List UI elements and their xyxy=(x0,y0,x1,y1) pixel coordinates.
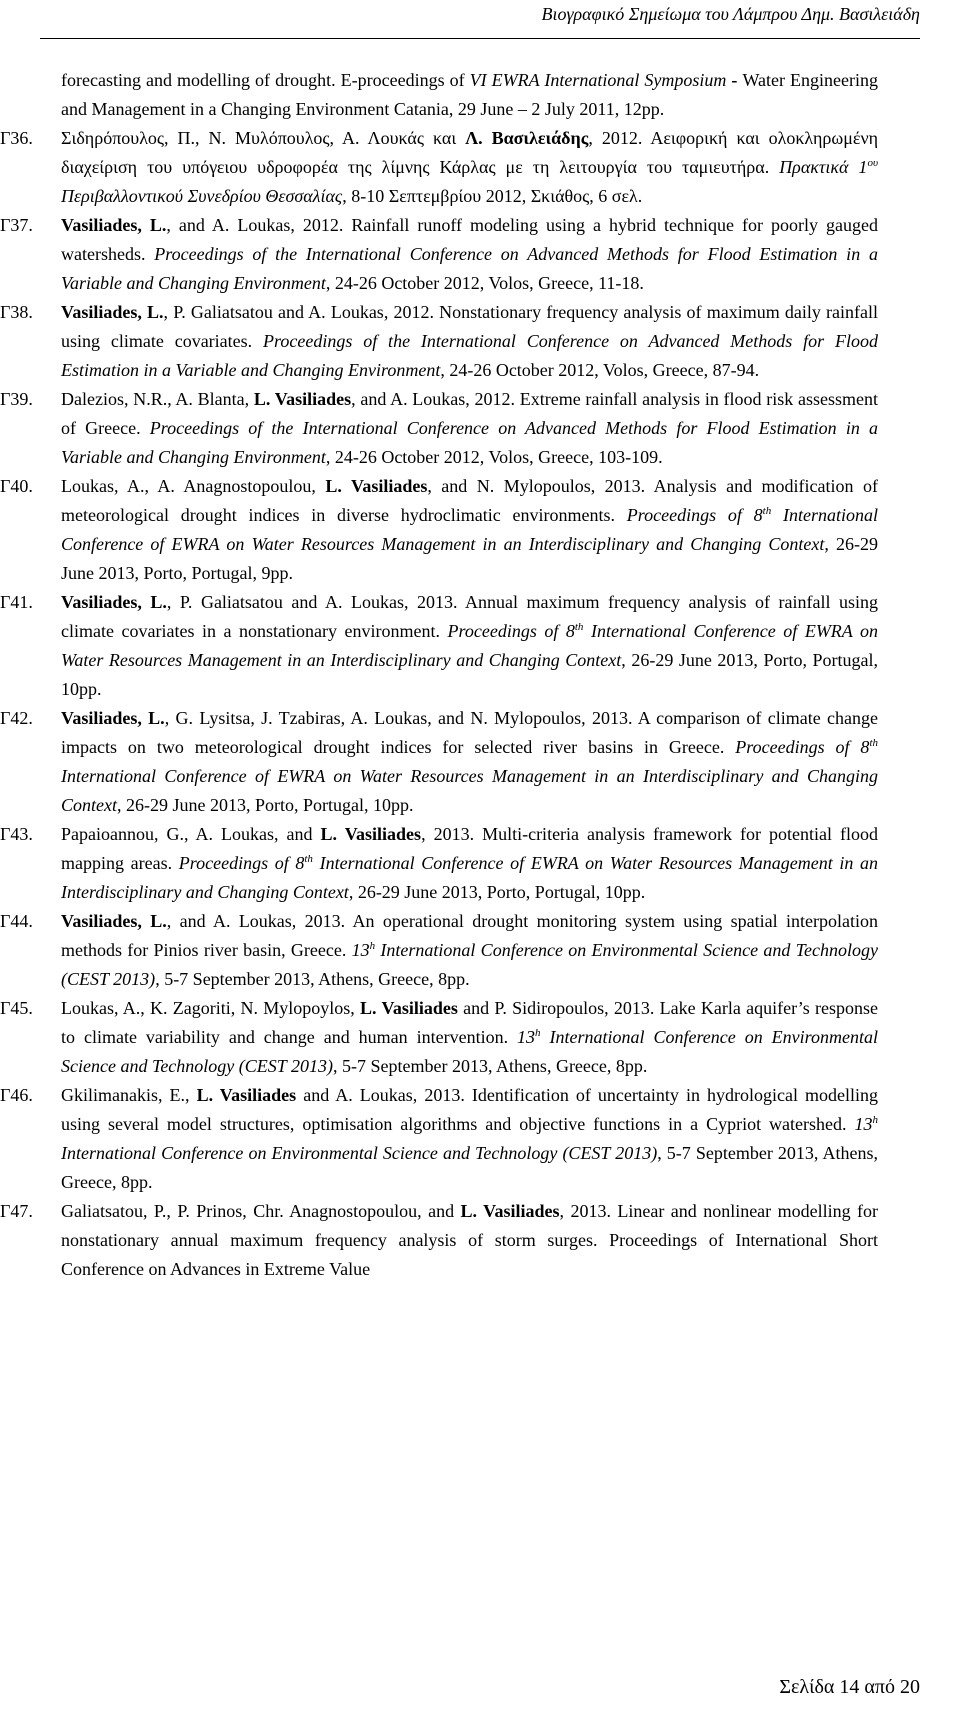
author-name: L. Vasiliades xyxy=(320,824,422,844)
text-run: and P. Sidiropoulos, 2013. Lake Karla aquifer’s response to climate variability and change and human intervention. xyxy=(61,998,878,1047)
entry-text xyxy=(61,1197,878,1284)
author-name: Vasiliades, L. xyxy=(61,215,167,235)
publication-entry xyxy=(0,472,878,588)
author-name: Vasiliades, L. xyxy=(61,302,164,322)
venue-text: International Conference of EWRA on Water Resources Management in an Interdisciplinary and Changing Context xyxy=(61,621,878,670)
text-run: Gkilimanakis, E., xyxy=(61,1085,197,1105)
entry-number: Γ38. xyxy=(0,302,33,322)
author-name: Vasiliades, L. xyxy=(61,708,165,728)
venue-text: h xyxy=(369,940,376,952)
author-name: L. Vasiliades xyxy=(360,998,458,1018)
author-name: L. Vasiliades xyxy=(253,389,352,409)
entry-number: Γ42. xyxy=(0,708,33,728)
text-run: , 5-7 September 2013, Athens, Greece, 8pp. xyxy=(155,969,470,989)
venue-text: 13 xyxy=(517,1027,536,1047)
venue-text: Proceedings of the International Conference on Advanced Methods for Flood Estimation in a Variable and Changing Environment xyxy=(61,418,878,467)
venue-text: International Conference of EWRA on Water Resources Management in an Interdisciplinary and Changing Context xyxy=(61,505,878,554)
venue-text: 13 xyxy=(854,1114,873,1134)
text-run: , 5-7 September 2013, Athens, Greece, 8pp. xyxy=(332,1056,648,1076)
venue-text: VI EWRA International Symposium xyxy=(469,70,727,90)
publication-entry xyxy=(0,588,878,704)
venue-text: Περιβαλλοντικού Συνεδρίου Θεσσαλίας xyxy=(61,186,343,206)
author-name: L. Vasiliades xyxy=(460,1201,560,1221)
publication-entry xyxy=(0,298,879,385)
entry-text xyxy=(61,704,878,820)
publication-entry xyxy=(0,1081,879,1197)
text-run: , 8-10 Σεπτεμβρίου 2012, Σκιάθος, 6 σελ. xyxy=(342,186,643,206)
text-run: , 24-26 October 2012, Volos, Greece, 87-94. xyxy=(440,360,760,380)
header-rule xyxy=(40,38,920,39)
text-run: , 2012. Αειφορική και ολοκληρωμένη διαχείριση του υπόγειου υδροφορέα της λίμνης Κάρλας με τη λειτουργία του ταμιευτήρα. xyxy=(61,128,878,177)
venue-text: International Conference of EWRA on Water Resources Management in an Interdisciplinary and Changing Context xyxy=(61,853,878,902)
entry-text xyxy=(61,385,878,472)
entries-container xyxy=(0,124,879,1284)
entry-number: Γ44. xyxy=(0,911,33,931)
venue-text: International Conference of EWRA on Water Resources Management in an Interdisciplinary and Changing Context xyxy=(61,766,878,815)
publication-list xyxy=(0,66,879,1284)
publication-entry xyxy=(0,820,878,907)
venue-text: th xyxy=(762,505,772,517)
text-run: Papaioannou, G., A. Loukas, and xyxy=(61,824,321,844)
text-run: , 24-26 October 2012, Volos, Greece, 103-109. xyxy=(325,447,663,467)
entry-number: Γ41. xyxy=(0,592,33,612)
author-name: - xyxy=(726,70,743,90)
text-run: , P. Galiatsatou and A. Loukas, 2013. Annual maximum frequency analysis of rainfall using climate covariates in a nonstationary environment. xyxy=(61,592,878,641)
entry-text xyxy=(61,298,878,385)
venue-text: th xyxy=(869,737,878,749)
venue-text: Proceedings of the International Conference on Advanced Methods for Flood Estimation in a Variable and Changing Environment xyxy=(61,331,879,380)
venue-text: International Conference on Environmental Science and Technology (CEST 2013) xyxy=(61,1027,878,1076)
author-name: Λ. Βασιλειάδης xyxy=(465,128,589,148)
text-run: Loukas, A., A. Anagnostopoulou, xyxy=(61,476,326,496)
text-run: Water Engineering and Management in a Changing Environment Catania, 29 June – 2 July 2011, 12pp. xyxy=(61,70,878,119)
text-run: , and A. Loukas, 2012. Rainfall runoff modeling using a hybrid technique for poorly gauged watersheds. xyxy=(61,215,878,264)
text-run: , 26-29 June 2013, Porto, Portugal, 10pp. xyxy=(117,795,414,815)
entry-number: Γ39. xyxy=(0,389,33,409)
author-name: L. Vasiliades xyxy=(325,476,428,496)
entry-number: Γ47. xyxy=(0,1201,33,1221)
venue-text: International Conference on Environmental Science and Technology (CEST 2013) xyxy=(61,1143,658,1163)
text-run: , and N. Mylopoulos, 2013. Analysis and modification of meteorological drought indices in diverse hydroclimatic environments. xyxy=(61,476,878,525)
entry-number: Γ40. xyxy=(0,476,33,496)
entry-number: Γ36. xyxy=(0,128,33,148)
publication-entry xyxy=(0,994,878,1081)
venue-text: h xyxy=(872,1114,878,1126)
venue-text: Proceedings of 8 xyxy=(735,737,870,757)
venue-text: 13 xyxy=(351,940,370,960)
entry-text xyxy=(61,211,878,298)
entry-number: Γ45. xyxy=(0,998,33,1018)
entry-text xyxy=(61,907,878,994)
venue-text: th xyxy=(304,853,313,865)
text-run: and A. Loukas, 2013. Identification of uncertainty in hydrological modelling using several model structures, optimisation algorithms and objective functions in a Cypriot watershed. xyxy=(61,1085,879,1134)
publication-entry xyxy=(0,124,878,211)
text-run: , 2013. Linear and nonlinear modelling for nonstationary annual maximum frequency analysis of storm surges. Proceedings of International Short Conference on Advances in Extreme Value xyxy=(61,1201,879,1279)
venue-text: Proceedings of 8 xyxy=(178,853,305,873)
text-run: , 26-29 June 2013, Porto, Portugal, 9pp. xyxy=(61,534,878,583)
text-run: Dalezios, N.R., A. Blanta, xyxy=(61,389,254,409)
venue-text: h xyxy=(535,1027,541,1039)
entry-number: Γ46. xyxy=(0,1085,33,1105)
publication-entry xyxy=(0,385,878,472)
publication-entry xyxy=(0,907,878,994)
author-name: L. Vasiliades xyxy=(196,1085,297,1105)
entry-text xyxy=(61,124,878,211)
publication-entry xyxy=(0,704,878,820)
text-run: , 24-26 October 2012, Volos, Greece, 11-18. xyxy=(325,273,644,293)
entry-text xyxy=(61,1081,878,1197)
author-name: Vasiliades, L. xyxy=(61,592,167,612)
venue-text: Proceedings of 8 xyxy=(626,505,763,525)
venue-text: Proceedings of the International Conference on Advanced Methods for Flood Estimation in a Variable and Changing Environment xyxy=(61,244,878,293)
text-run: , 5-7 September 2013, Athens, Greece, 8pp. xyxy=(61,1143,878,1192)
text-run: , P. Galiatsatou and A. Loukas, 2012. Nonstationary frequency analysis of maximum daily rainfall using climate covariates. xyxy=(61,302,878,351)
venue-text: Πρακτικά 1 xyxy=(779,157,868,177)
text-run: Σιδηρόπουλος, Π., Ν. Μυλόπουλος, Α. Λουκάς και xyxy=(61,128,466,148)
entry-number: Γ43. xyxy=(0,824,33,844)
text-run: , G. Lysitsa, J. Tzabiras, A. Loukas, and N. Mylopoulos, 2013. A comparison of climate change impacts on two meteorological drought indices for selected river basins in Greece. xyxy=(61,708,878,757)
entry-text xyxy=(61,994,878,1081)
venue-text: Proceedings of 8 xyxy=(447,621,575,641)
text-run: , 2013. Multi-criteria analysis framework for potential flood mapping areas. xyxy=(61,824,878,873)
venue-text: th xyxy=(574,621,584,633)
text-run: , and A. Loukas, 2013. An operational drought monitoring system using spatial interpolation methods for Pinios river basin, Greece. xyxy=(61,911,878,960)
running-header: Βιογραφικό Σημείωμα του Λάμπρου Δημ. Βασιλειάδη xyxy=(541,4,920,24)
author-name: Vasiliades, L. xyxy=(61,911,167,931)
page-number: Σελίδα 14 από 20 xyxy=(779,1676,920,1698)
venue-text: International Conference on Environmental Science and Technology (CEST 2013) xyxy=(61,940,878,989)
publication-entry xyxy=(0,211,878,298)
entry-text xyxy=(61,588,878,704)
entry-number: Γ37. xyxy=(0,215,33,235)
text-run: forecasting and modelling of drought. E-proceedings of xyxy=(61,70,470,90)
text-run: , 26-29 June 2013, Porto, Portugal, 10pp. xyxy=(348,882,646,902)
venue-text: ου xyxy=(867,157,878,169)
text-run: Galiatsatou, P., P. Prinos, Chr. Anagnostopoulou, and xyxy=(61,1201,461,1221)
entry-text xyxy=(61,472,878,588)
text-run: , 26-29 June 2013, Porto, Portugal, 10pp. xyxy=(61,650,878,699)
publication-entry xyxy=(0,1197,879,1284)
continuation-entry xyxy=(52,66,878,124)
text-run: , and A. Loukas, 2012. Extreme rainfall analysis in flood risk assessment of Greece. xyxy=(61,389,878,438)
text-run: Loukas, A., K. Zagoriti, N. Mylopoylos, xyxy=(61,998,361,1018)
entry-text xyxy=(61,820,878,907)
entry-text xyxy=(61,66,878,124)
